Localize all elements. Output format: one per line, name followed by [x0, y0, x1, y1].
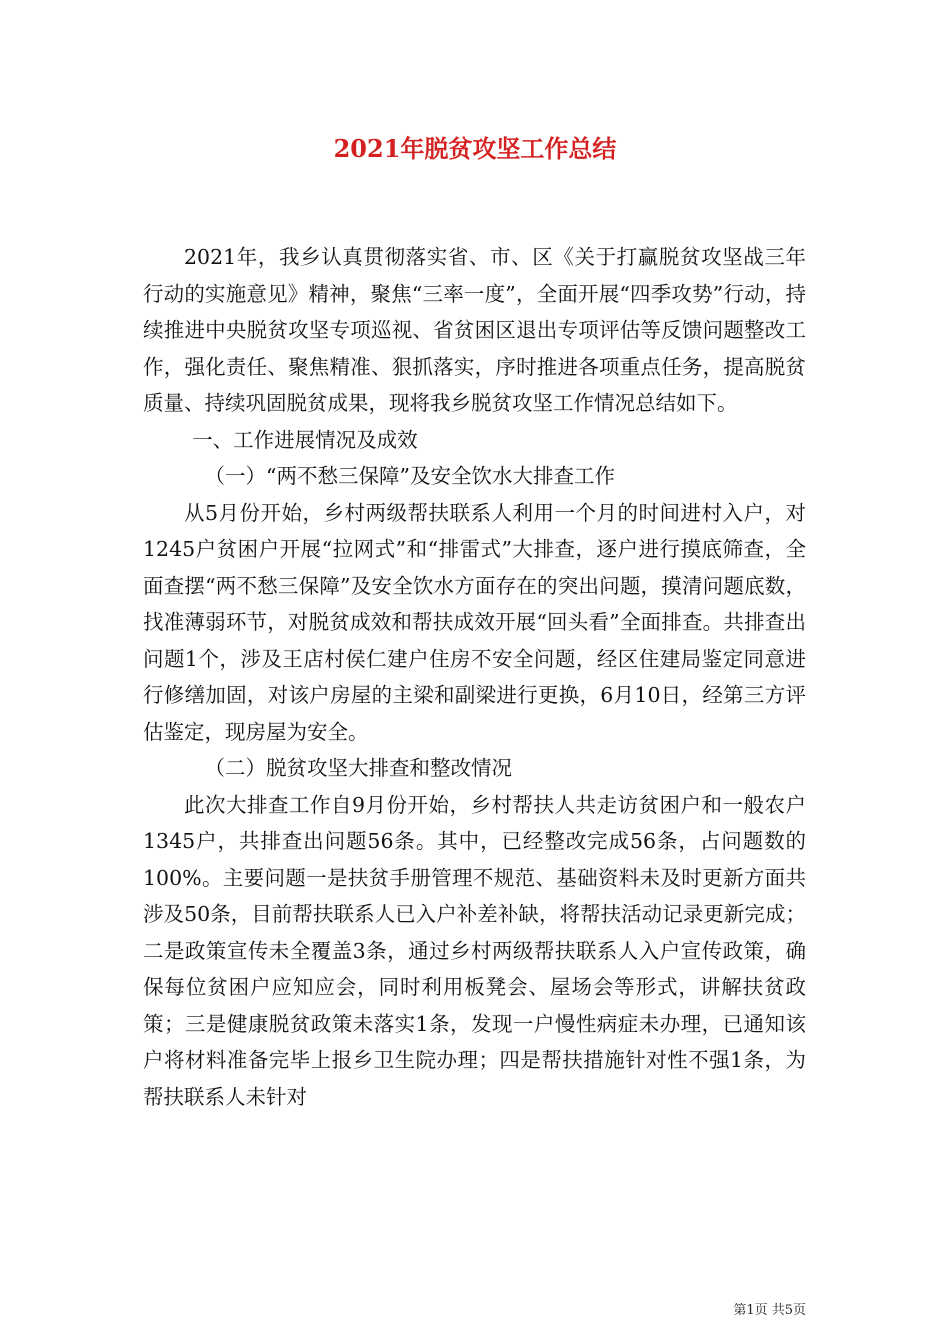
- subsection-heading-1: （一）“两不愁三保障”及安全饮水大排查工作: [204, 464, 615, 488]
- subsection-1-paragraph: 从5月份开始，乡村两级帮扶联系人利用一个月的时间进村入户，对1245户贫困户开展“拉网式”和“排雷式”大排查，逐户进行摸底筛查，全面查摆“两不愁三保障”及安全饮水方面存在的突出问题，摸清问题底数，找准薄弱环节，对脱贫成效和帮扶成效开展“回头看”全面排查。共排查出问题1个，涉及王店村侯仁建户住房不安全问题，经区住建局鉴定同意进行修缮加固，对该户房屋的主梁和副梁进行更换，6月10日，经第三方评估鉴定，现房屋为安全。: [143, 500, 806, 744]
- subsection-heading-2: （二）脱贫攻坚大排查和整改情况: [204, 756, 512, 780]
- subsection-2-paragraph: 此次大排查工作自9月份开始，乡村帮扶人共走访贫困户和一般农户1345户，共排查出问题56条。其中，已经整改完成56条，占问题数的100%。主要问题一是扶贫手册管理不规范、基础资料未及时更新方面共涉及50条，目前帮扶联系人已入户补差补缺，将帮扶活动记录更新完成；二是政策宣传未全覆盖3条，通过乡村两级帮扶联系人入户宣传政策，确保每位贫困户应知应会，同时利用板凳会、屋场会等形式，讲解扶贫政策；三是健康脱贫政策未落实1条，发现一户慢性病症未办理，已通知该户将材料准备完毕上报乡卫生院办理；四是帮扶措施针对性不强1条，为帮扶联系人未针对: [143, 792, 806, 1109]
- intro-paragraph: 2021年，我乡认真贯彻落实省、市、区《关于打赢脱贫攻坚战三年行动的实施意见》精神，聚焦“三率一度”，全面开展“四季攻势”行动，持续推进中央脱贫攻坚专项巡视、省贫困区退出专项评估等反馈问题整改工作，强化责任、聚焦精准、狠抓落实，序时推进各项重点任务，提高脱贫质量、持续巩固脱贫成果，现将我乡脱贫攻坚工作情况总结如下。: [143, 245, 806, 415]
- document-title: 2021年脱贫攻坚工作总结: [333, 134, 617, 163]
- page-number-footer: 第1页 共5页: [733, 1303, 806, 1318]
- document-body: [143, 239, 806, 1115]
- section-heading-1: 一、工作进展情况及成效: [192, 427, 418, 452]
